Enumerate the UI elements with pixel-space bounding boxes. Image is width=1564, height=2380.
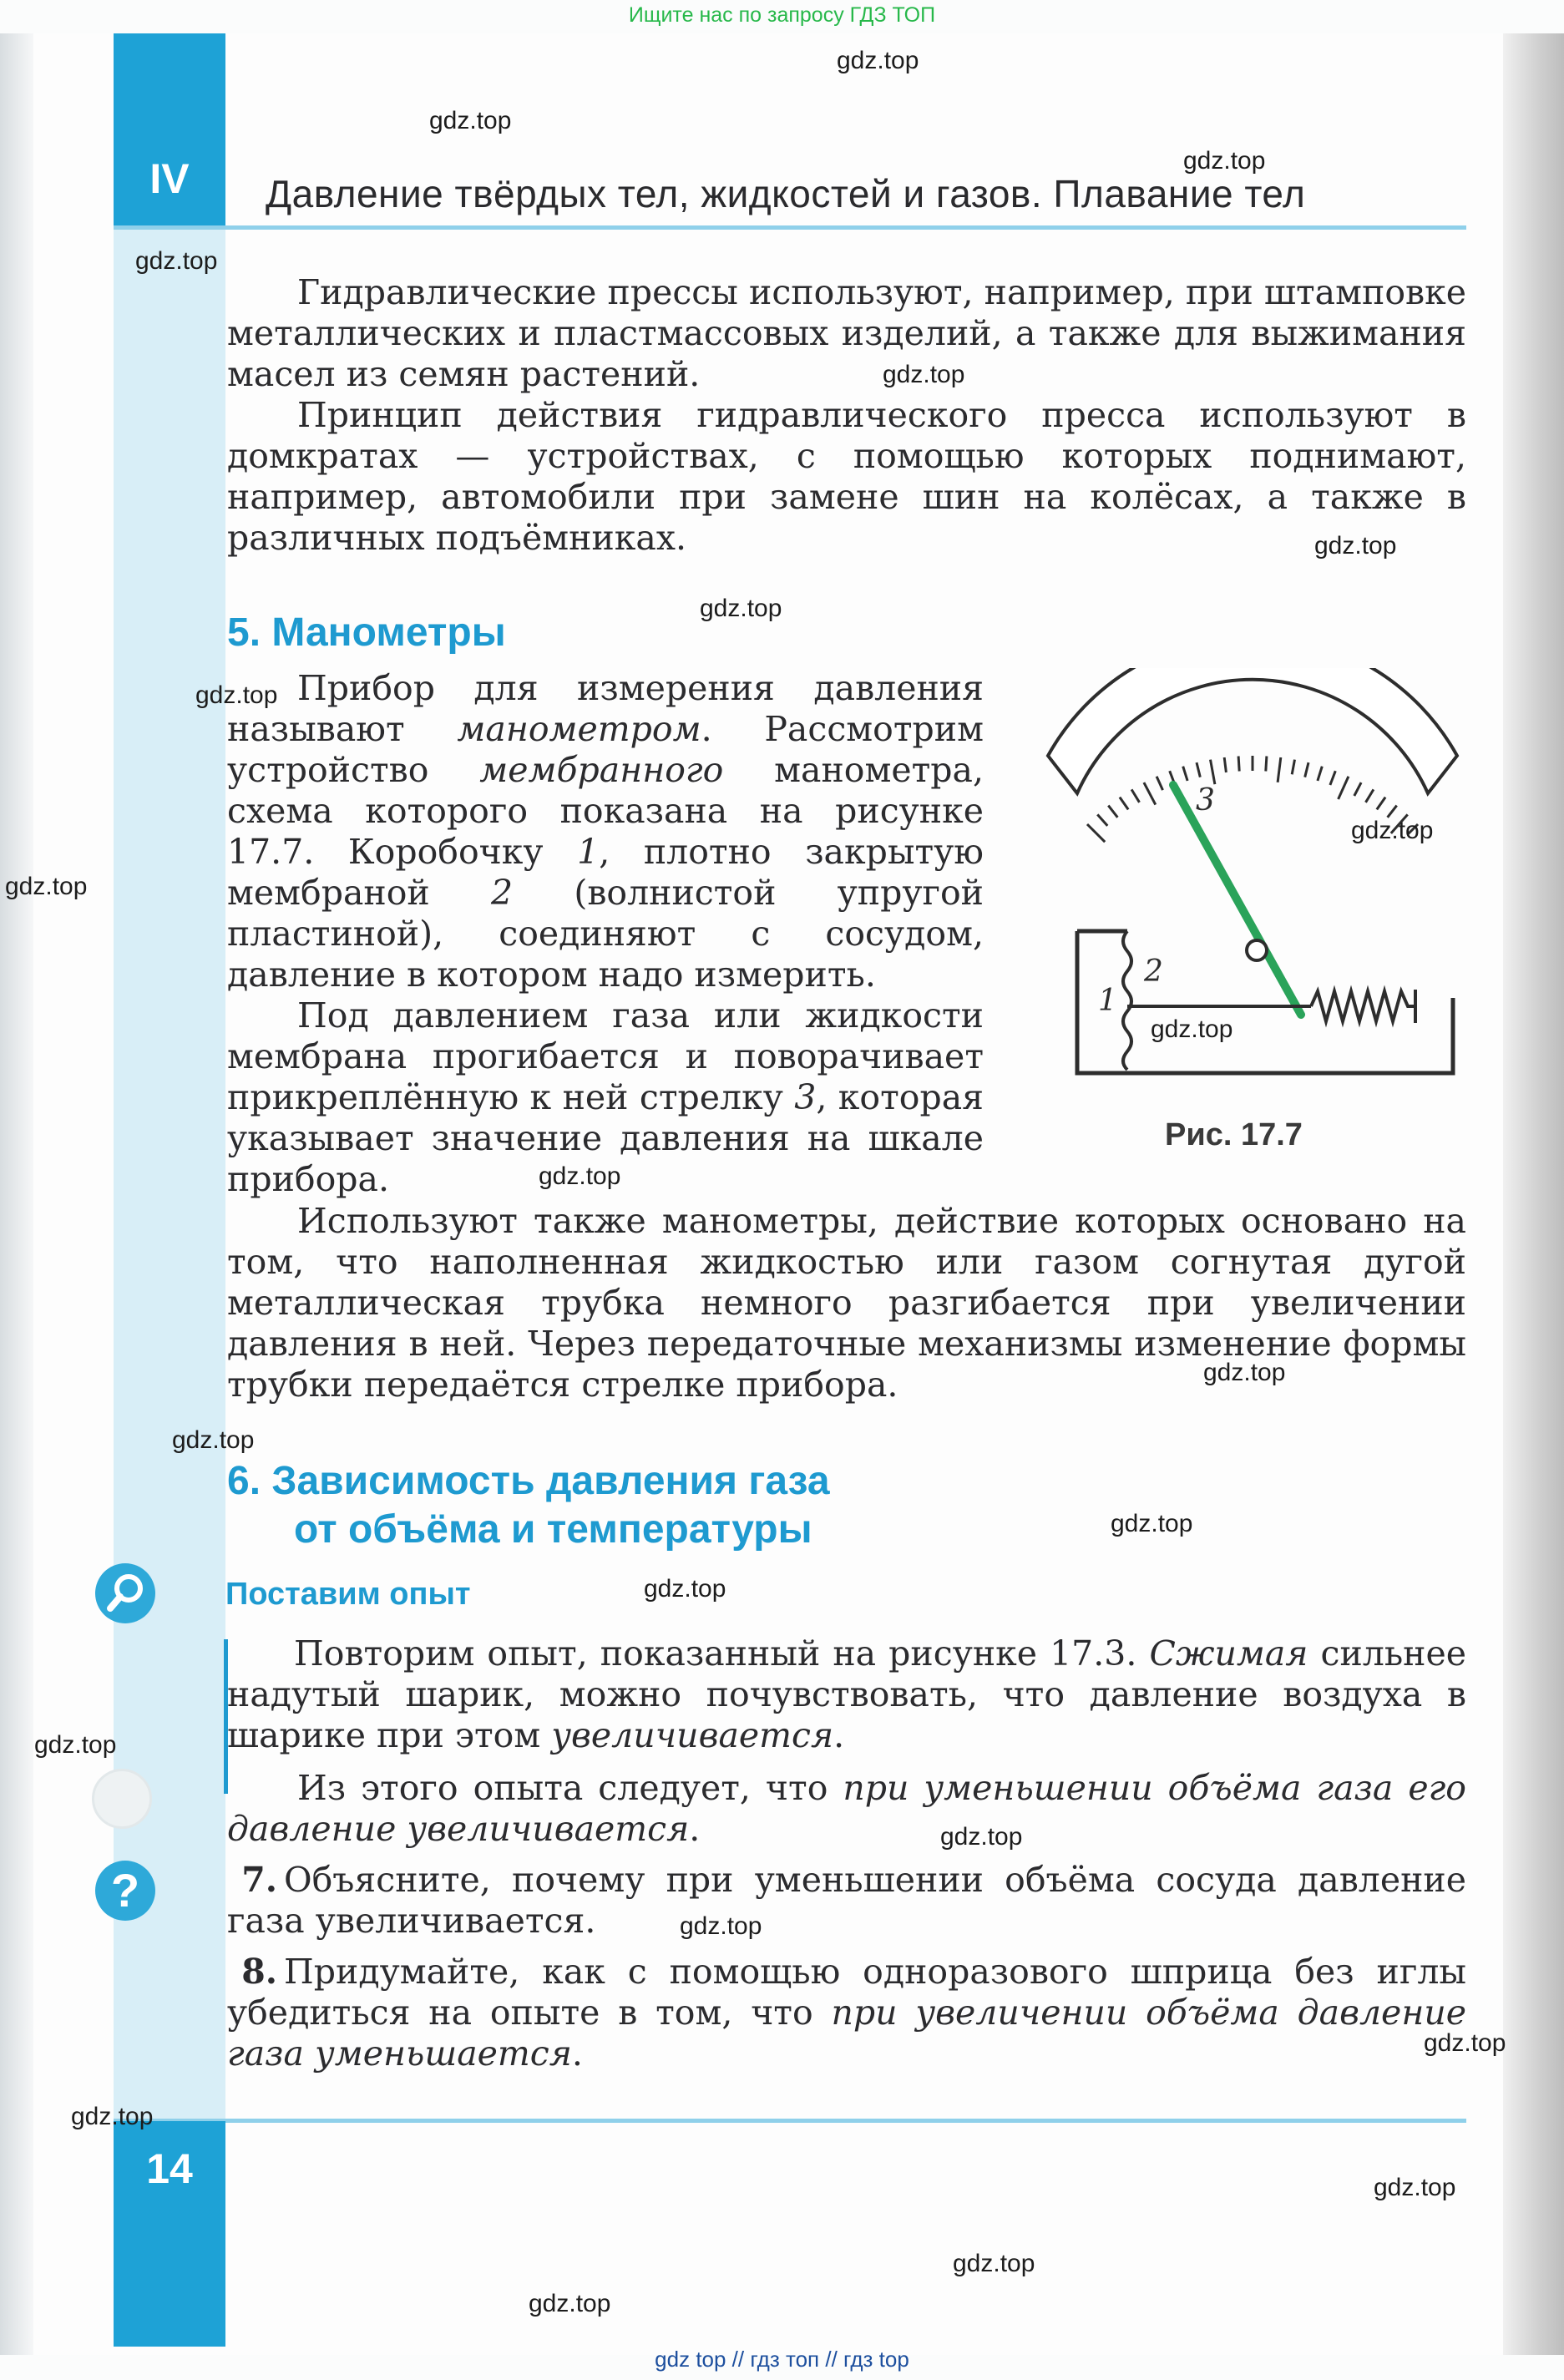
page-number: 14	[146, 2145, 193, 2192]
gauge-tick	[1197, 762, 1200, 777]
watermark[interactable]: gdz.top	[940, 1823, 1023, 1851]
side-strip	[114, 33, 225, 2347]
watermark[interactable]: gdz.top	[837, 47, 919, 74]
watermark[interactable]: gdz.top	[1424, 2029, 1506, 2057]
bottom-banner[interactable]: gdz top // гдз топ // гдз top	[655, 2347, 909, 2372]
membrane-manometer-figure	[1035, 668, 1470, 1094]
experiment-heading: Поставим опыт	[225, 1577, 471, 1612]
watermark[interactable]: gdz.top	[539, 1162, 621, 1190]
top-banner[interactable]: Ищите нас по запросу ГДЗ ТОП	[628, 3, 936, 27]
experiment-conclusion: Из этого опыта следует, что при уменьшении объёма газа его давление увеличивается.	[227, 1768, 1466, 1849]
gauge-tick	[1144, 782, 1156, 805]
gauge-tick	[1157, 777, 1162, 790]
binding-shadow	[0, 33, 33, 2355]
watermark[interactable]: gdz.top	[429, 107, 512, 134]
header-rule	[114, 225, 1466, 230]
gauge-tick	[1278, 757, 1281, 782]
question-icon: ?	[95, 1861, 155, 1921]
gauge-tick	[1087, 824, 1105, 842]
gauge-needle	[1173, 785, 1301, 1015]
label-1: 1	[1098, 984, 1117, 1018]
section-heading-manometers: 5. Манометры	[227, 610, 506, 655]
watermark[interactable]: gdz.top	[1203, 1359, 1286, 1386]
experiment-paragraph: Повторим опыт, показанный на рисунке 17.3. Сжимая сильнее надутый шарик, можно почувствовать, что давление воздуха в шарике при этом увеличивается.	[227, 1633, 1466, 1755]
gauge-tick	[1366, 789, 1374, 802]
footer-rule	[114, 2119, 1466, 2123]
section-heading-pressure-dependence-line1: 6. Зависимость давления газа	[227, 1459, 830, 1503]
intro-paragraph-1: Гидравлические прессы используют, например, при штамповке металлических и пластмассовых изделий, а также для выжимания масел из семян растений.	[227, 272, 1466, 394]
manometer-paragraph-2: Под давлением газа или жидкости мембрана прогибается и поворачивает прикреплённую к ней стрелку 3, которая указывает значение давления на шкале прибора.	[227, 995, 984, 1199]
watermark[interactable]: gdz.top	[1111, 1510, 1193, 1537]
label-3: 3	[1196, 783, 1215, 818]
gauge-tick	[1183, 767, 1187, 781]
gauge-tick	[1097, 814, 1107, 826]
question-8: 8. Придумайте, как с помощью одноразового шприца без иглы убедиться на опыте в том, что при увеличении объёма давление газа уменьшается.	[227, 1952, 1466, 2074]
watermark[interactable]: gdz.top	[1314, 532, 1397, 560]
gauge-tick	[1305, 762, 1308, 777]
gauge-scale-arc	[1048, 668, 1457, 793]
manometer-paragraph-1: Прибор для измерения давления называют манометром. Рассмотрим устройство мембранного манометра, схема которого показана на рисунке 17.7. Коробочку 1, плотно закрытую мембраной 2 (волнистой упругой пластиной), соединяют с сосудом, давление в котором надо измерить.	[227, 668, 984, 995]
watermark[interactable]: gdz.top	[34, 1731, 117, 1759]
watermark[interactable]: gdz.top	[172, 1426, 255, 1454]
magnifier-icon	[95, 1563, 155, 1623]
needle-pivot	[1247, 940, 1267, 960]
watermark[interactable]: gdz.top	[1374, 2174, 1456, 2201]
gauge-tick	[1224, 757, 1226, 772]
gauge-tick	[1131, 789, 1139, 802]
question-7: 7. Объясните, почему при уменьшении объёма сосуда давление газа увеличивается.	[227, 1860, 1466, 1941]
gauge-tick	[1211, 760, 1215, 785]
gauge-tick	[1377, 798, 1385, 810]
watermark[interactable]: gdz.top	[680, 1912, 762, 1940]
watermark[interactable]: gdz.top	[135, 247, 218, 275]
chapter-number: IV	[149, 155, 190, 202]
intro-paragraph-2: Принцип действия гидравлического пресса используют в домкратах — устройствах, с помощью которых поднимают, например, автомобили при замене шин на колёсах, а также в различных подъёмниках.	[227, 395, 1466, 558]
gauge-tick	[1108, 806, 1117, 818]
watermark[interactable]: gdz.top	[195, 681, 278, 709]
chapter-title: Давление твёрдых тел, жидкостей и газов. Плавание тел	[266, 172, 1306, 215]
watermark[interactable]: gdz.top	[1351, 817, 1434, 844]
label-2: 2	[1144, 955, 1163, 989]
watermark[interactable]: gdz.top	[883, 361, 965, 388]
membrane	[1123, 931, 1131, 1070]
gauge-tick	[1318, 767, 1322, 781]
watermark[interactable]: gdz.top	[700, 595, 782, 622]
section-heading-pressure-dependence-line2: от объёма и температуры	[294, 1507, 812, 1552]
watermark[interactable]: gdz.top	[71, 2103, 154, 2130]
watermark[interactable]: gdz.top	[529, 2290, 611, 2317]
watermark[interactable]: gdz.top	[5, 873, 88, 900]
gauge-tick	[1339, 777, 1349, 799]
figure-caption: Рис. 17.7	[1165, 1117, 1303, 1152]
gauge-tick	[1388, 806, 1397, 818]
gauge-tick	[1354, 782, 1361, 796]
faded-icon	[92, 1769, 152, 1829]
watermark[interactable]: gdz.top	[953, 2250, 1035, 2277]
page-edge-shadow	[1503, 33, 1564, 2355]
spring	[1311, 991, 1415, 1021]
gauge-tick	[1266, 757, 1267, 772]
gauge-tick	[1238, 757, 1239, 772]
gauge-tick	[1330, 771, 1335, 785]
gauge-tick	[1120, 798, 1128, 810]
watermark[interactable]: gdz.top	[1183, 147, 1266, 175]
watermark[interactable]: gdz.top	[644, 1575, 726, 1603]
manometer-paragraph-3: Используют также манометры, действие которых основано на том, что наполненная жидкостью или газом согнутая дугой металлическая трубка немного разгибается при увеличении давления в ней. Через передаточные механизмы изменение формы трубки передаётся стрелке прибора.	[227, 1201, 1466, 1405]
watermark[interactable]: gdz.top	[1151, 1015, 1233, 1043]
gauge-tick	[1292, 760, 1294, 775]
